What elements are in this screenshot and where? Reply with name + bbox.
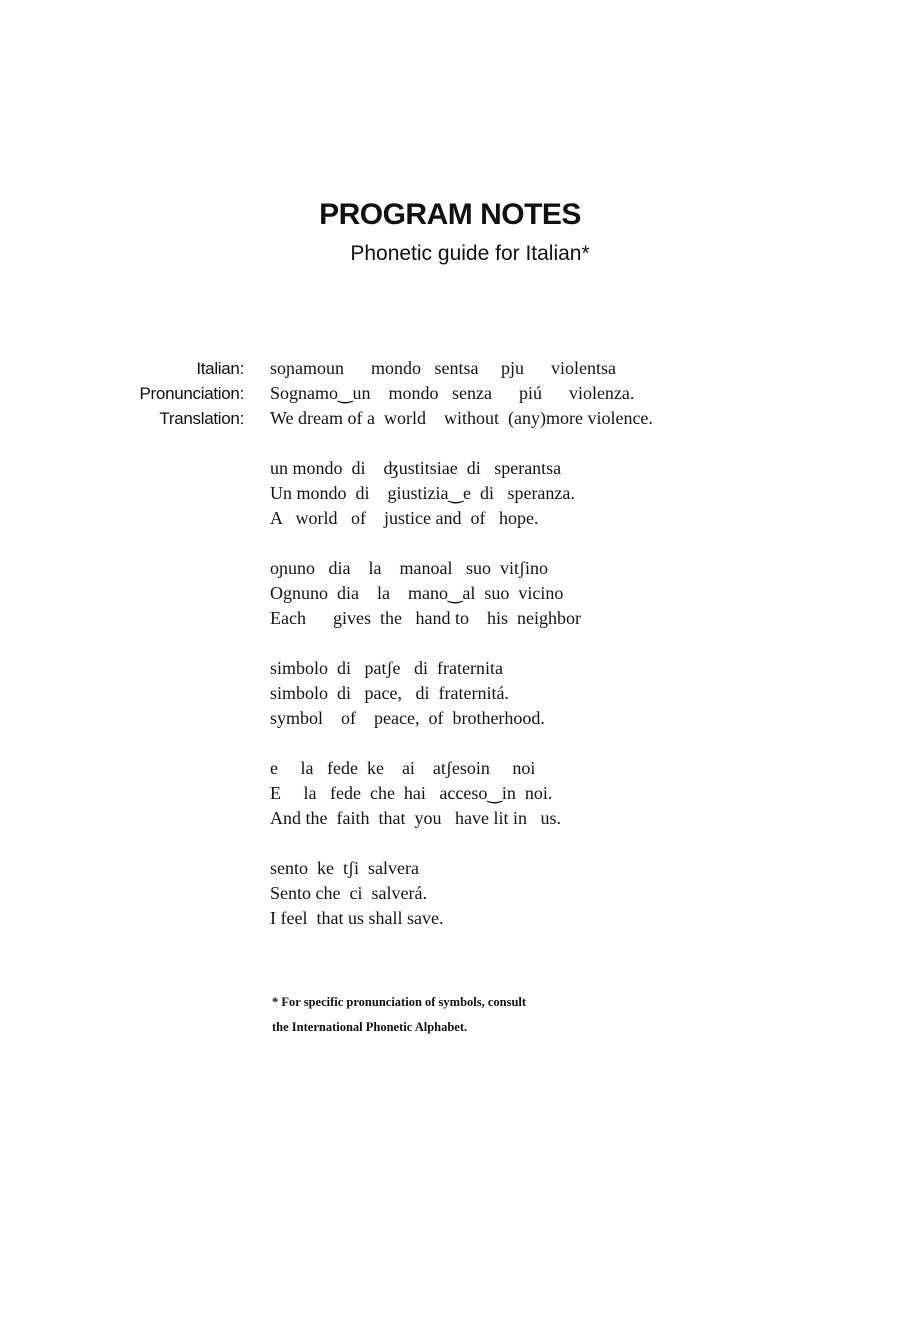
phonetic-line: soɲamoun mondo sentsa pju violentsa xyxy=(270,358,616,378)
phonetic-line: simbolo di patʃe di fraternita xyxy=(270,658,503,678)
translation-line: We dream of a world without (any)more violence. xyxy=(270,408,653,428)
translation-line: And the faith that you have lit in us. xyxy=(270,808,561,828)
italian-line: Ognuno dia la mano‿al suo vicino xyxy=(270,583,564,603)
label-pronunciation: Pronunciation: xyxy=(139,384,244,403)
italian-line: Sento che ci salverá. xyxy=(270,883,427,903)
row-labels xyxy=(140,356,244,431)
italian-line: Un mondo di giustizia‿e di speranza. xyxy=(270,483,575,503)
label-translation: Translation: xyxy=(159,409,244,428)
phonetic-line: oɲuno dia la manoal suo vitʃino xyxy=(270,558,548,578)
translation-line: Each gives the hand to his neighbor xyxy=(270,608,581,628)
translation-line: symbol of peace, of brotherhood. xyxy=(270,708,545,728)
translation-line: A world of justice and of hope. xyxy=(270,508,539,528)
footnote-line-1: * For specific pronunciation of symbols, consult xyxy=(272,995,527,1009)
footnote xyxy=(272,990,526,1040)
italian-line: E la fede che hai acceso‿in noi. xyxy=(270,783,553,803)
verse-4 xyxy=(270,656,653,731)
italian-line: simbolo di pace, di fraternitá. xyxy=(270,683,509,703)
page-subtitle: Phonetic guide for Italian* xyxy=(350,242,590,265)
verse-5 xyxy=(270,756,653,831)
italian-line: Sognamo‿un mondo senza piú violenza. xyxy=(270,383,635,403)
verses xyxy=(270,356,653,956)
phonetic-line: e la fede ke ai atʃesoin noi xyxy=(270,758,536,778)
verse-6 xyxy=(270,856,653,931)
verse-2 xyxy=(270,456,653,531)
verse-3 xyxy=(270,556,653,631)
page-title: PROGRAM NOTES xyxy=(319,198,581,231)
label-italian: Italian: xyxy=(196,359,244,378)
translation-line: I feel that us shall save. xyxy=(270,908,444,928)
verse-1 xyxy=(270,356,653,431)
footnote-line-2: the International Phonetic Alphabet. xyxy=(272,1020,468,1034)
phonetic-line: sento ke tʃi salvera xyxy=(270,858,419,878)
phonetic-line: un mondo di ʤustitsiae di sperantsa xyxy=(270,458,562,478)
